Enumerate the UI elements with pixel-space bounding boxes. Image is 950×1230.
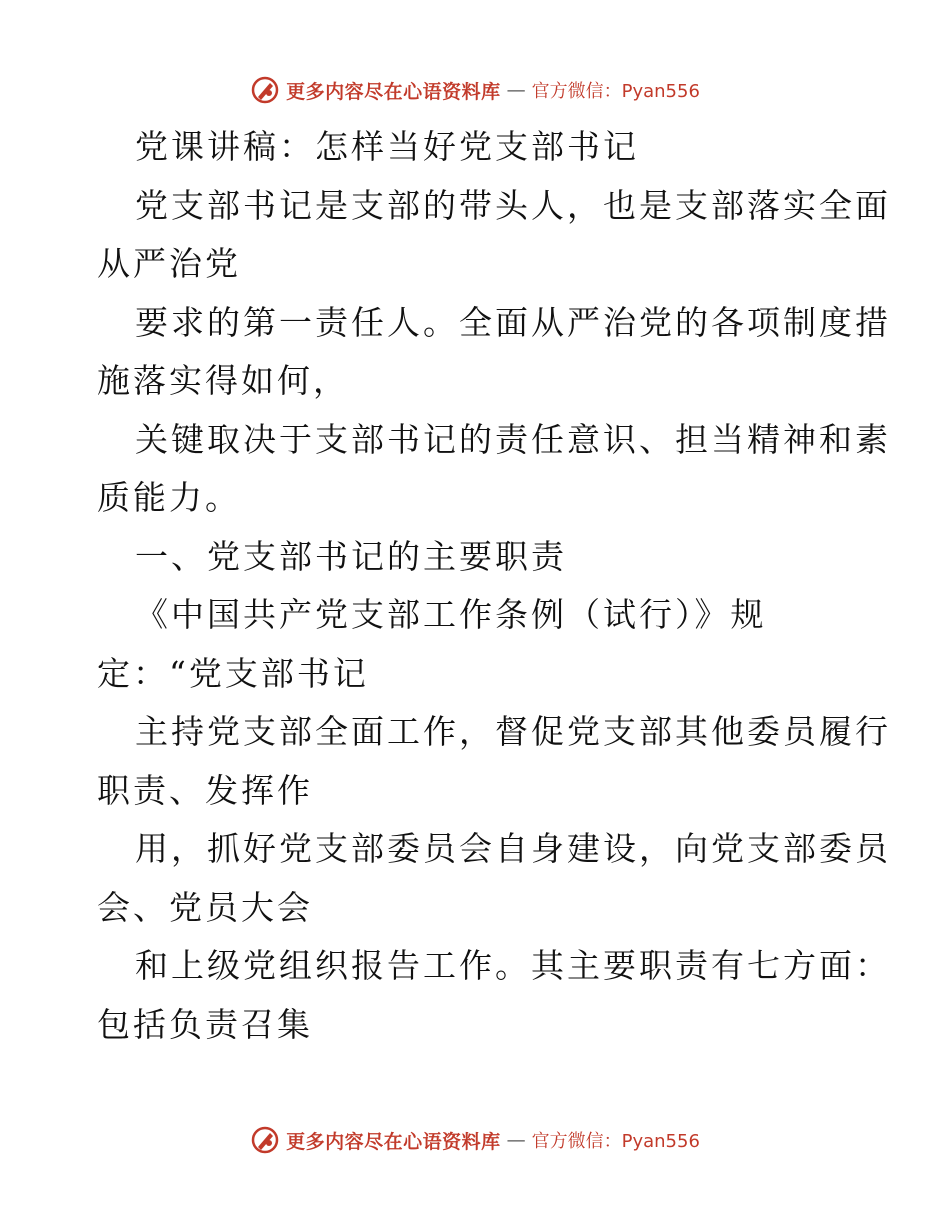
paragraph-line: 和上级党组织报告工作。其主要职责有七方面： xyxy=(135,946,891,985)
paragraph-line: 会、党员大会 xyxy=(97,887,313,927)
paragraph-line: 施落实得如何， xyxy=(97,361,349,400)
paragraph-line: 质能力。 xyxy=(97,478,241,517)
pen-logo-icon xyxy=(250,75,280,105)
pen-logo-icon xyxy=(250,1125,280,1155)
paragraph-line: 定：“党支部书记 xyxy=(97,653,369,693)
watermark-contact: 官方微信：Pyan556 xyxy=(531,81,700,102)
paragraph-line: 包括负责召集 xyxy=(97,1004,313,1044)
paragraph-line: 职责、发挥作 xyxy=(97,770,313,810)
section-heading: 一、党支部书记的主要职责 xyxy=(135,536,567,576)
document-title: 党课讲稿：怎样当好党支部书记 xyxy=(135,127,639,166)
paragraph-line: 要求的第一责任人。全面从严治党的各项制度措 xyxy=(135,302,891,342)
watermark-text: 更多内容尽在心语资料库 xyxy=(286,80,501,103)
watermark-contact: 官方微信：Pyan556 xyxy=(531,1131,700,1152)
paragraph-line: 党支部书记是支部的带头人，也是支部落实全面 xyxy=(135,185,891,225)
paragraph-line: 用，抓好党支部委员会自身建设，向党支部委员 xyxy=(135,829,891,868)
watermark-text: 更多内容尽在心语资料库 xyxy=(286,1130,501,1153)
paragraph-line: 《中国共产党支部工作条例（试行）》规 xyxy=(135,595,767,634)
paragraph-line: 关键取决于支部书记的责任意识、担当精神和素 xyxy=(135,419,891,459)
document-body xyxy=(97,118,891,1054)
watermark-separator: — xyxy=(506,1129,526,1151)
paragraph-line: 主持党支部全面工作，督促党支部其他委员履行 xyxy=(135,712,891,751)
watermark-separator: — xyxy=(506,79,526,101)
paragraph-line: 从严治党 xyxy=(97,244,241,283)
footer-watermark xyxy=(0,1120,950,1160)
header-watermark xyxy=(0,70,950,110)
